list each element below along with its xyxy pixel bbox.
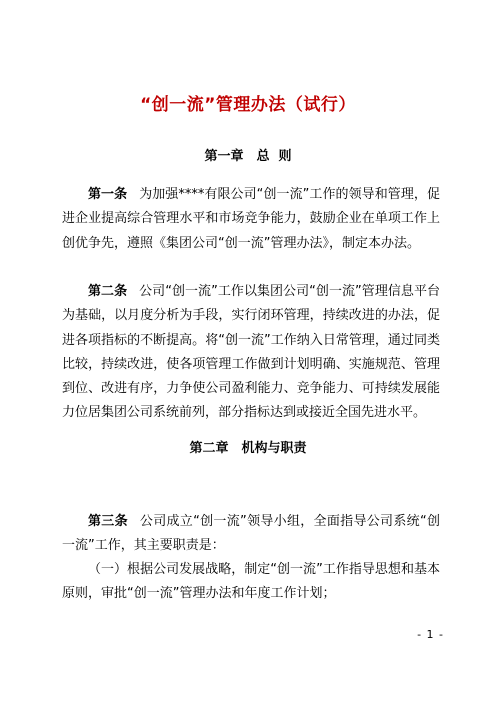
article-1 — [62, 183, 440, 256]
article-3-text: 公司成立“创一流”领导小组，全面指导公司系统“创一流”工作，其主要职责是： — [62, 514, 440, 554]
chapter-2-name: 机构与职责 — [241, 441, 307, 456]
chapter-1-name: 总 则 — [256, 149, 292, 164]
article-2-text: 公司“创一流”工作以集团公司“创一流”管理信息平台为基础，以月度分析为手段，实行闭环管理，持续改进的办法，促进各项指标的不断提高。将“创一流”工作纳入日常管理，通过同类比较，持续改进，使各项管理工作做到计划明确、实施规范、管理到位、改进有序，力争使公司盈利能力、竞争能力、可持续发展能力位居集团公司系统前列，部分指标达到或接近全国先进水平。 — [62, 284, 440, 421]
document-title: “创一流”管理办法（试行） — [140, 95, 356, 115]
article-3-label: 第三条 — [88, 514, 128, 529]
article-2-label: 第二条 — [88, 284, 128, 299]
chapter-1-heading — [0, 145, 496, 164]
article-3 — [62, 510, 440, 559]
chapter-1-label: 第一章 — [204, 149, 244, 164]
article-1-label: 第一条 — [88, 187, 128, 202]
article-3-item-1: （一）根据公司发展战略，制定“创一流”工作指导思想和基本原则，审批“创一流”管理办法和年度工作计划； — [62, 562, 440, 602]
article-1-text: 为加强****有限公司“创一流”工作的领导和管理，促进企业提高综合管理水平和市场竞争能力，鼓励企业在单项工作上创优争先，遵照《集团公司“创一流”管理办法》，制定本办法。 — [62, 187, 440, 251]
page-number: - 1 - — [417, 628, 444, 641]
chapter-2-heading — [0, 437, 496, 456]
article-2 — [62, 280, 440, 426]
chapter-2-label: 第二章 — [189, 441, 229, 456]
